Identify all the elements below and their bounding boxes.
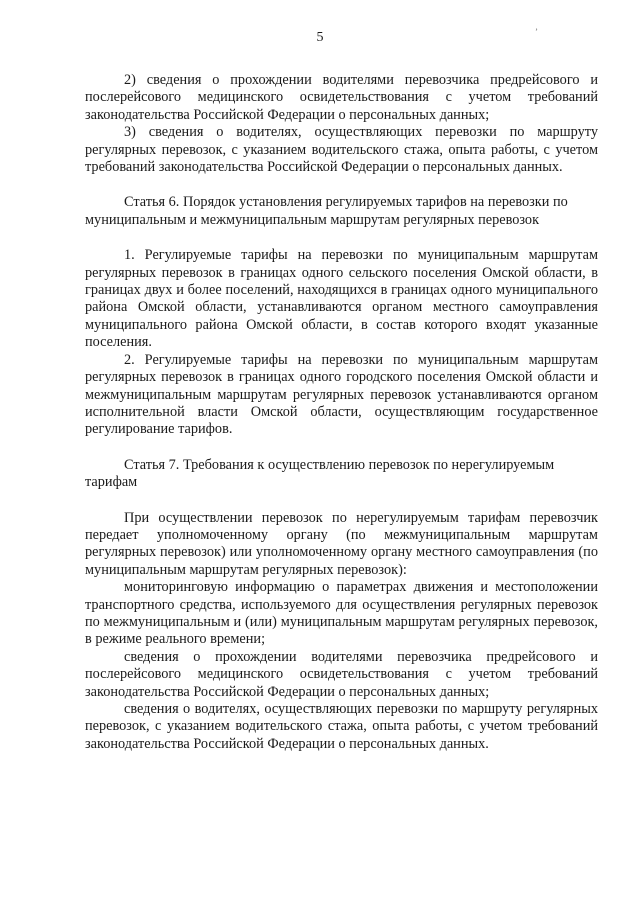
article-7-item-drivers: сведения о водителях, осуществляющих перевозки по маршруту регулярных перевозок, с указанием водительского стажа, опыта работы, с учетом требований законодательства Российской Федерации о персональных данных. xyxy=(85,701,598,752)
article-7-heading: Статья 7. Требования к осуществлению перевозок по нерегулируемым тарифам xyxy=(85,456,555,491)
list-item-3: 3) сведения о водителях, осуществляющих перевозки по маршруту регулярных перевозок, с указанием водительского стажа, опыта работы, с учетом требований законодательства Российской Федерации о персональных данных. xyxy=(85,124,598,176)
article-6-clause-1: 1. Регулируемые тарифы на перевозки по муниципальным маршрутам регулярных перевозок в границах одного сельского поселения Омской области, в границах двух и более поселений, находящихся в границах одного муниципального района Омской области, устанавливаются органом местного самоуправления муниципального района Омской области, в состав которого входят указанные поселения. xyxy=(85,247,598,351)
article-6-heading: Статья 6. Порядок установления регулируемых тарифов на перевозки по муниципальным и межмуниципальным маршрутам регулярных перевозок xyxy=(85,194,568,228)
article-7-intro: При осуществлении перевозок по нерегулируемым тарифам перевозчик передает уполномоченному органу (по межмуниципальным маршрутам регулярных перевозок) или уполномоченному органу местного самоуправления (по муниципальным маршрутам регулярных перевозок): xyxy=(85,509,598,578)
corner-mark: ’ xyxy=(535,27,538,37)
list-item-2: 2) сведения о прохождении водителями перевозчика предрейсового и послерейсового медицинского освидетельствования с учетом требований законодательства Российской Федерации о персональных данных; xyxy=(85,72,598,123)
article-6-clause-2: 2. Регулируемые тарифы на перевозки по муниципальным маршрутам регулярных перевозок в границах одного городского поселения Омской области и межмуниципальным маршрутам регулярных перевозок устанавливаются органом исполнительной власти Омской области, осуществляющим государственное регулирование тарифов. xyxy=(85,351,598,438)
page-number: 5 xyxy=(316,30,324,45)
document-body xyxy=(85,72,598,753)
article-7-item-monitoring: мониторинговую информацию о параметрах движения и местоположении транспортного средства, используемого для осуществления регулярных перевозок по межмуниципальным и (или) муниципальным маршрутам регулярных перевозок, в режиме реального времени; xyxy=(85,579,598,648)
article-7-item-medical: сведения о прохождении водителями перевозчика предрейсового и послерейсового медицинского освидетельствования с учетом требований законодательства Российской Федерации о персональных данных; xyxy=(85,648,598,700)
